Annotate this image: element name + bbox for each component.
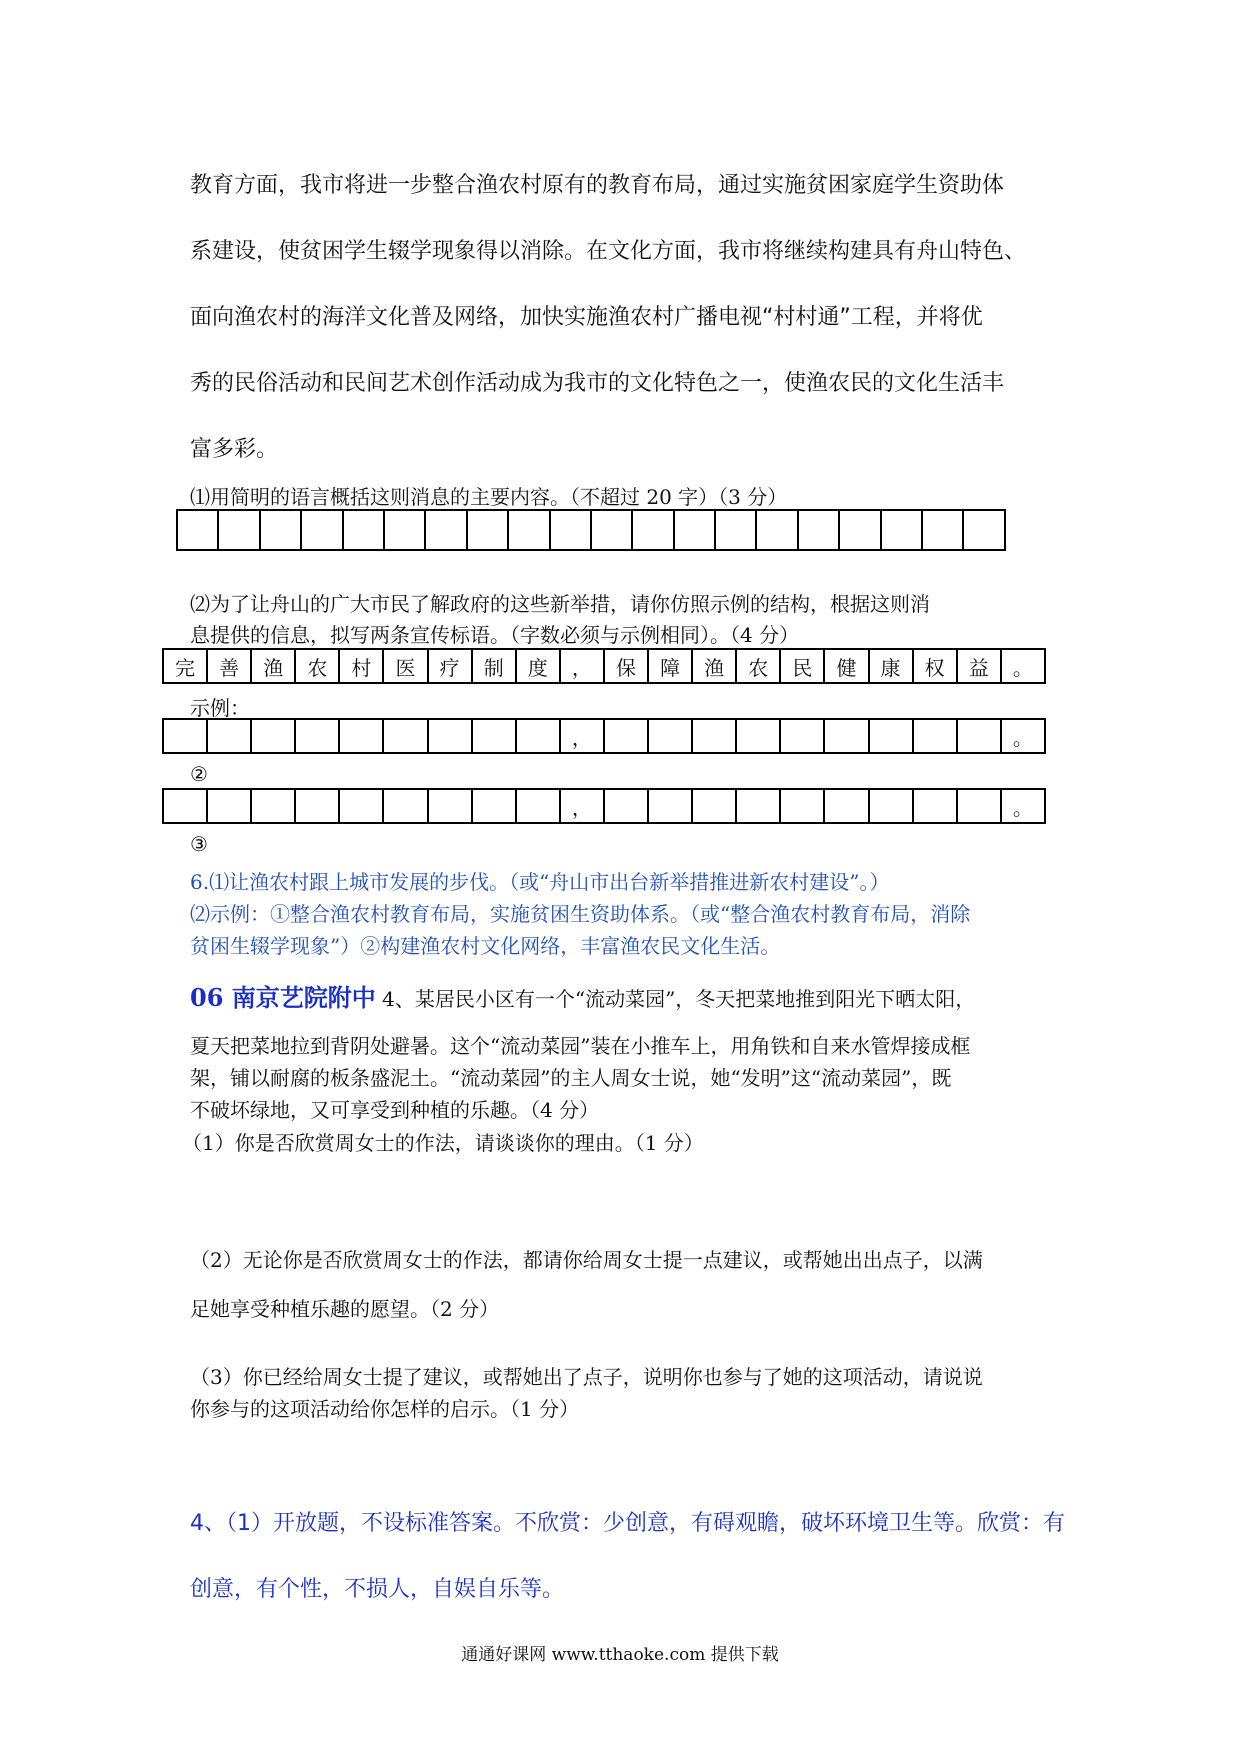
example-cell: 健 — [824, 649, 868, 683]
section-text-line: 不破坏绿地，又可享受到种植的乐趣。（4 分） — [190, 1098, 600, 1122]
question-2-prompt-line: ⑵为了让舟山的广大市民了解政府的这些新举措，请你仿照示例的结构，根据这则消 — [190, 592, 930, 616]
answer-cell[interactable] — [736, 719, 780, 753]
answer-4-line: 创意，有个性，不损人，自娱自乐等。 — [190, 1577, 565, 1602]
answer-cell[interactable] — [957, 789, 1001, 823]
answer-6-line: ⑵示例：①整合渔农村教育布局，实施贫困生资助体系。（或“整合渔农村教育布局，消除 — [190, 902, 971, 926]
answer-box[interactable] — [467, 510, 508, 550]
answer-cell[interactable] — [516, 789, 560, 823]
answer-cell[interactable] — [516, 719, 560, 753]
sub-question-3-line: 你参与的这项活动给你怎样的启示。（1 分） — [190, 1397, 580, 1421]
example-cell: 疗 — [428, 649, 472, 683]
passage-line: 教育方面，我市将进一步整合渔农村原有的教育布局，通过实施贫困家庭学生资助体 — [190, 173, 1005, 198]
example-cell: 渔 — [692, 649, 736, 683]
sub-question-3-line: （3）你已经给周女士提了建议，或帮她出了点子，说明你也参与了她的这项活动，请说说 — [190, 1365, 983, 1389]
example-cell: 。 — [1001, 649, 1045, 683]
answer-box[interactable] — [798, 510, 839, 550]
answer-cell[interactable] — [648, 789, 692, 823]
section-text-line: 夏天把菜地拉到背阴处避暑。这个“流动菜园”装在小推车上，用角铁和自来水管焊接成框 — [190, 1034, 971, 1058]
sub-question-2-line: （2）无论你是否欣赏周女士的作法，都请你给周女士提一点建议，或帮她出出点子，以满 — [190, 1248, 983, 1272]
answer-box[interactable] — [301, 510, 342, 550]
answer-cell[interactable] — [428, 719, 472, 753]
answer-cell[interactable] — [692, 789, 736, 823]
answer-cell[interactable] — [339, 789, 383, 823]
example-cell: ， — [560, 649, 604, 683]
answer-cell[interactable] — [295, 789, 339, 823]
example-cell: 制 — [472, 649, 516, 683]
label-circle-3: ③ — [190, 832, 208, 856]
answer-box[interactable] — [177, 510, 218, 550]
example-cell: 民 — [780, 649, 824, 683]
answer-cell[interactable]: 。 — [1001, 789, 1045, 823]
answer-cell[interactable] — [913, 719, 957, 753]
example-cell: 康 — [869, 649, 913, 683]
answer-cell[interactable] — [780, 789, 824, 823]
answer-cell[interactable] — [383, 789, 427, 823]
answer-box[interactable] — [550, 510, 591, 550]
answer-cell[interactable] — [295, 719, 339, 753]
example-cell: 渔 — [251, 649, 295, 683]
answer-cell[interactable] — [472, 719, 516, 753]
answer-cell[interactable] — [604, 789, 648, 823]
answer-box[interactable] — [218, 510, 259, 550]
answer-cell[interactable] — [736, 789, 780, 823]
answer-cell[interactable] — [913, 789, 957, 823]
slogan-answer-grid-2[interactable] — [162, 788, 1046, 824]
answer-box[interactable] — [839, 510, 880, 550]
answer-box[interactable] — [922, 510, 963, 550]
section-heading-line — [190, 978, 1060, 1013]
answer-cell[interactable] — [339, 719, 383, 753]
answer-box[interactable] — [591, 510, 632, 550]
answer-cell[interactable] — [957, 719, 1001, 753]
answer-cell[interactable] — [869, 719, 913, 753]
answer-cell[interactable] — [648, 719, 692, 753]
question-4-intro: 4、某居民小区有一个“流动菜园”，冬天把菜地推到阳光下晒太阳， — [375, 987, 976, 1011]
example-slogan-grid — [162, 648, 1046, 684]
slogan-answer-grid-1[interactable] — [162, 718, 1046, 754]
question-2-prompt-line: 息提供的信息，拟写两条宣传标语。（字数必须与示例相同）。（4 分） — [190, 623, 800, 647]
answer-box[interactable] — [425, 510, 466, 550]
answer-cell[interactable] — [251, 789, 295, 823]
answer-box[interactable] — [881, 510, 922, 550]
sub-question-1: （1）你是否欣赏周女士的作法，请谈谈你的理由。（1 分） — [182, 1131, 704, 1155]
answer-cell[interactable] — [824, 719, 868, 753]
answer-box[interactable] — [384, 510, 425, 550]
answer-cell[interactable] — [780, 719, 824, 753]
example-cell: 保 — [604, 649, 648, 683]
answer-box[interactable] — [715, 510, 756, 550]
example-cell: 完 — [163, 649, 207, 683]
example-cell: 医 — [383, 649, 427, 683]
example-cell: 农 — [295, 649, 339, 683]
example-cell: 农 — [736, 649, 780, 683]
answer-box[interactable] — [260, 510, 301, 550]
answer-cell[interactable] — [383, 719, 427, 753]
answer-box[interactable] — [756, 510, 797, 550]
answer-6-line: 6.⑴让渔农村跟上城市发展的步伐。（或“舟山市出台新举措推进新农村建设”。） — [190, 870, 890, 894]
passage-line: 系建设，使贫困学生辍学现象得以消除。在文化方面，我市将继续构建具有舟山特色、 — [190, 239, 1027, 264]
answer-cell[interactable] — [163, 719, 207, 753]
example-cell: 权 — [913, 649, 957, 683]
answer-cell[interactable] — [692, 719, 736, 753]
answer-cell[interactable]: ， — [560, 719, 604, 753]
answer-cell[interactable] — [472, 789, 516, 823]
example-cell: 村 — [339, 649, 383, 683]
passage-line: 面向渔农村的海洋文化普及网络，加快实施渔农村广播电视“村村通”工程，并将优 — [190, 305, 983, 330]
section-heading: 06 南京艺院附中 — [190, 983, 376, 1012]
answer-box[interactable] — [343, 510, 384, 550]
example-cell: 障 — [648, 649, 692, 683]
answer-cell[interactable] — [824, 789, 868, 823]
example-cell: 善 — [207, 649, 251, 683]
answer-box[interactable] — [674, 510, 715, 550]
answer-box[interactable] — [508, 510, 549, 550]
answer-box-grid[interactable] — [176, 509, 1006, 551]
passage-line: 秀的民俗活动和民间艺术创作活动成为我市的文化特色之一，使渔农民的文化生活丰 — [190, 371, 1005, 396]
sub-question-2-line: 足她享受种植乐趣的愿望。（2 分） — [190, 1297, 500, 1321]
answer-box[interactable] — [632, 510, 673, 550]
section-text-line: 架，铺以耐腐的板条盛泥土。“流动菜园”的主人周女士说，她“发明”这“流动菜园”，既 — [190, 1066, 952, 1090]
answer-box[interactable] — [963, 510, 1005, 550]
example-cell: 益 — [957, 649, 1001, 683]
answer-cell[interactable] — [604, 719, 648, 753]
question-1-prompt: ⑴用简明的语言概括这则消息的主要内容。（不超过 20 字）（3 分） — [190, 485, 788, 509]
page-footer: 通通好课网 www.tthaoke.com 提供下载 — [461, 1645, 779, 1665]
answer-6-line: 贫困生辍学现象”）②构建渔农村文化网络，丰富渔农民文化生活。 — [190, 934, 781, 958]
example-cell: 度 — [516, 649, 560, 683]
answer-cell[interactable] — [163, 789, 207, 823]
answer-cell[interactable]: 。 — [1001, 719, 1045, 753]
answer-cell[interactable] — [207, 719, 251, 753]
answer-cell[interactable] — [207, 789, 251, 823]
answer-4-line: 4、（1）开放题，不设标准答案。不欣赏：少创意，有碍观瞻，破坏环境卫生等。欣赏：有 — [190, 1511, 1065, 1536]
passage-line: 富多彩。 — [190, 437, 279, 462]
answer-cell[interactable] — [251, 719, 295, 753]
label-circle-2: ② — [190, 762, 208, 786]
answer-cell[interactable] — [869, 789, 913, 823]
example-label: 示例： — [190, 696, 250, 720]
answer-cell[interactable]: ， — [560, 789, 604, 823]
answer-cell[interactable] — [428, 789, 472, 823]
